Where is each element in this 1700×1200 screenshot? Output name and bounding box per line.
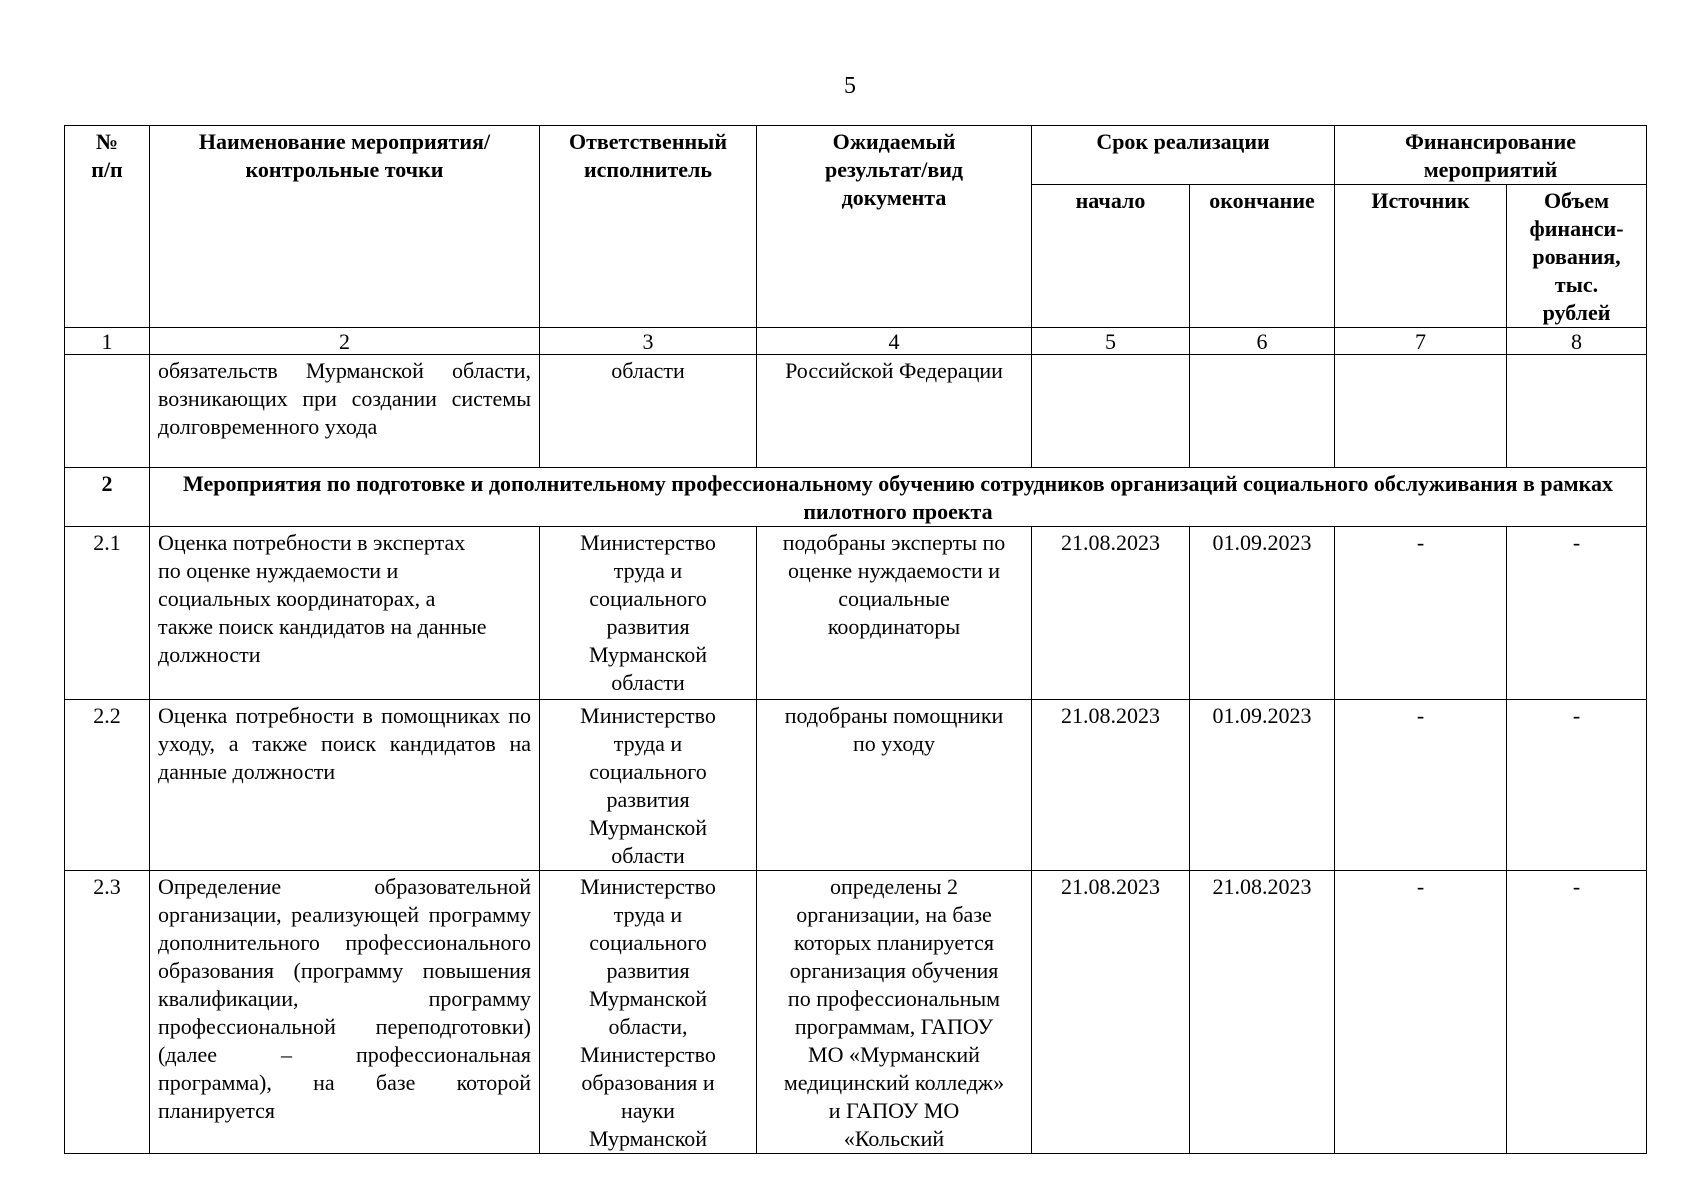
row-num <box>65 355 150 468</box>
column-number: 5 <box>1032 328 1190 355</box>
row-executor: области <box>540 355 757 468</box>
row-source: - <box>1335 871 1507 1154</box>
header-name: Наименование мероприятия/ контрольные точки <box>150 126 540 328</box>
section-num: 2 <box>65 468 150 527</box>
table-row-continuation <box>65 355 1647 468</box>
row-volume: - <box>1507 527 1647 700</box>
row-executor: Министерство труда и социального развития Мурманской области, Министерство образования и науки Мурманской <box>540 871 757 1154</box>
row-name: Оценка потребности в экспертах по оценке нуждаемости и социальных координаторах, а также поиск кандидатов на данные должности <box>150 527 540 700</box>
header-result: Ожидаемый результат/вид документа <box>757 126 1032 328</box>
row-source: - <box>1335 527 1507 700</box>
row-name: Оценка потребности в помощниках по уходу, а также поиск кандидатов на данные должности <box>150 700 540 871</box>
row-volume: - <box>1507 700 1647 871</box>
column-number: 6 <box>1190 328 1335 355</box>
row-result: Российской Федерации <box>757 355 1032 468</box>
row-volume <box>1507 355 1647 468</box>
header-executor: Ответственный исполнитель <box>540 126 757 328</box>
row-volume: - <box>1507 871 1647 1154</box>
row-name: Определение образовательной организации, реализующей программу дополнительного профессионального образования (программу повышения квалификации, программу профессиональной переподготовки) (далее – профессиональная программа), на базе которой планируется <box>150 871 540 1154</box>
header-period: Срок реализации <box>1032 126 1335 185</box>
header-period-end: окончание <box>1190 185 1335 328</box>
column-number: 1 <box>65 328 150 355</box>
table-row <box>65 700 1647 871</box>
header-row-1 <box>65 126 1647 185</box>
row-executor: Министерство труда и социального развития Мурманской области <box>540 700 757 871</box>
section-title: Мероприятия по подготовке и дополнительному профессиональному обучению сотрудников организаций социального обслуживания в рамках пилотного проекта <box>150 468 1647 527</box>
row-start <box>1032 355 1190 468</box>
row-end: 01.09.2023 <box>1190 700 1335 871</box>
column-number: 8 <box>1507 328 1647 355</box>
row-start: 21.08.2023 <box>1032 871 1190 1154</box>
row-result: подобраны помощники по уходу <box>757 700 1032 871</box>
row-end <box>1190 355 1335 468</box>
header-volume: Объем финанси- рования, тыс. рублей <box>1507 185 1647 328</box>
row-executor: Министерство труда и социального развития Мурманской области <box>540 527 757 700</box>
header-financing: Финансирование мероприятий <box>1335 126 1647 185</box>
row-source: - <box>1335 700 1507 871</box>
row-start: 21.08.2023 <box>1032 527 1190 700</box>
row-result: подобраны эксперты по оценке нуждаемости и социальные координаторы <box>757 527 1032 700</box>
column-number: 2 <box>150 328 540 355</box>
row-source <box>1335 355 1507 468</box>
row-result: определены 2 организации, на базе которых планируется организация обучения по профессиональным программам, ГАПОУ МО «Мурманский медицинский колледж» и ГАПОУ МО «Кольский <box>757 871 1032 1154</box>
page-number: 5 <box>844 73 856 99</box>
row-num: 2.1 <box>65 527 150 700</box>
table-row <box>65 871 1647 1154</box>
row-name: обязательств Мурманской области, возникающих при создании системы долговременного ухода <box>150 355 540 468</box>
header-period-start: начало <box>1032 185 1190 328</box>
column-number: 7 <box>1335 328 1507 355</box>
table-row <box>65 527 1647 700</box>
column-number: 3 <box>540 328 757 355</box>
header-source: Источник <box>1335 185 1507 328</box>
action-plan-table <box>64 125 1647 1154</box>
row-end: 21.08.2023 <box>1190 871 1335 1154</box>
row-num: 2.3 <box>65 871 150 1154</box>
column-number: 4 <box>757 328 1032 355</box>
section-row <box>65 468 1647 527</box>
row-num: 2.2 <box>65 700 150 871</box>
row-end: 01.09.2023 <box>1190 527 1335 700</box>
column-numbers-row <box>65 328 1647 355</box>
row-start: 21.08.2023 <box>1032 700 1190 871</box>
header-num: № п/п <box>65 126 150 328</box>
